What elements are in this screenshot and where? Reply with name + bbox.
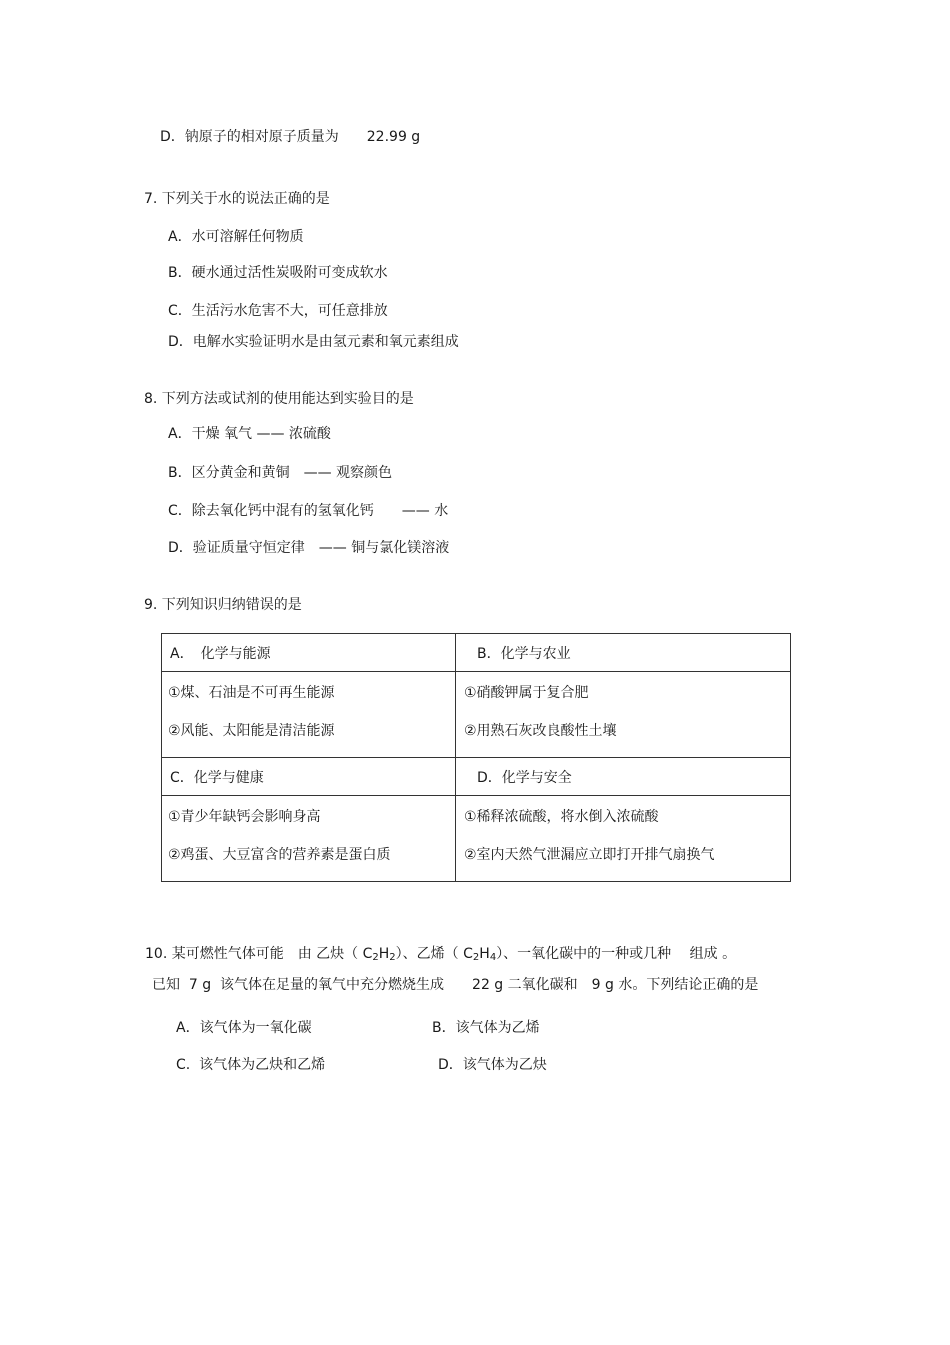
table-cell-c-body xyxy=(162,796,456,882)
q8-option-b: B．区分黄金和黄铜 —— 观察颜色 xyxy=(168,465,393,481)
c-head-text: C．化学与健康 xyxy=(170,770,264,786)
q7-option-b: B．硬水通过活性炭吸附可变成软水 xyxy=(168,265,388,281)
b-head-text: B．化学与农业 xyxy=(477,646,571,662)
q10-stem-part-3: ）、一氧化碳中的一种或几种 组成 。 xyxy=(496,946,737,962)
a-item-2: ②风能、太阳能是清洁能源 xyxy=(168,723,335,739)
q10-sub-2a: 2 xyxy=(372,952,379,963)
q10-option-a: A．该气体为一氧化碳 xyxy=(176,1020,312,1036)
q10-option-c: C. 该气体为乙炔和乙烯 xyxy=(176,1057,326,1073)
q6-option-d: D．钠原子的相对原子质量为 22.99 g xyxy=(160,129,421,145)
q10-stem-part-2: ）、乙烯（ C xyxy=(395,946,473,962)
table-cell-a-body xyxy=(162,672,456,758)
q9-stem: 9. 下列知识归纳错误的是 xyxy=(144,597,302,613)
q7-option-a: A．水可溶解任何物质 xyxy=(168,229,304,245)
q10-stem-line-2: 已知 7 g 该气体在足量的氧气中充分燃烧生成 22 g 二氧化碳和 9 g 水。下列结论正确的是 xyxy=(152,977,759,993)
q10-stem-line-1 xyxy=(145,945,736,963)
q8-stem: 8. 下列方法或试剂的使用能达到实验目的是 xyxy=(144,391,414,407)
table-cell-a-head xyxy=(162,634,456,672)
a-item-1: ①煤、石油是不可再生能源 xyxy=(168,685,335,701)
table-cell-c-head xyxy=(162,758,456,796)
q7-option-d: D．电解水实验证明水是由氢元素和氧元素组成 xyxy=(168,334,459,350)
table-cell-d-head xyxy=(456,758,791,796)
d-item-2: ②室内天然气泄漏应立即打开排气扇换气 xyxy=(464,847,715,863)
q8-option-c: C．除去氧化钙中混有的氢氧化钙 —— 水 xyxy=(168,503,449,519)
a-head-text: A． 化学与能源 xyxy=(170,646,271,662)
d-head-text: D．化学与安全 xyxy=(477,770,572,786)
q7-option-c: C．生活污水危害不大，可任意排放 xyxy=(168,303,388,319)
q10-stem-h2: H xyxy=(479,946,490,962)
table-cell-d-body xyxy=(456,796,791,882)
q10-option-b: B．该气体为乙烯 xyxy=(432,1020,540,1036)
q10-sub-2c: 2 xyxy=(472,952,480,963)
q8-option-d: D．验证质量守恒定律 —— 铜与氯化镁溶液 xyxy=(168,540,450,556)
c-item-2: ②鸡蛋、大豆富含的营养素是蛋白质 xyxy=(168,847,391,863)
d-item-1: ①稀释浓硫酸，将水倒入浓硫酸 xyxy=(464,809,659,825)
q9-knowledge-table xyxy=(161,633,791,882)
q8-option-a: A．干燥 氧气 —— 浓硫酸 xyxy=(168,426,331,442)
q10-sub-4: 4 xyxy=(489,952,497,963)
q10-stem-part-1: 10. 某可燃性气体可能 由 乙炔（ C xyxy=(145,946,373,962)
table-cell-b-head xyxy=(456,634,791,672)
table-cell-b-body xyxy=(456,672,791,758)
q10-stem-h1: H xyxy=(378,946,390,962)
b-item-2: ②用熟石灰改良酸性土壤 xyxy=(464,723,617,739)
c-item-1: ①青少年缺钙会影响身高 xyxy=(168,809,321,825)
b-item-1: ①硝酸钾属于复合肥 xyxy=(464,685,589,701)
q7-stem: 7. 下列关于水的说法正确的是 xyxy=(144,191,330,207)
q10-option-d: D．该气体为乙炔 xyxy=(438,1057,547,1073)
q10-sub-2b: 2 xyxy=(389,952,396,963)
